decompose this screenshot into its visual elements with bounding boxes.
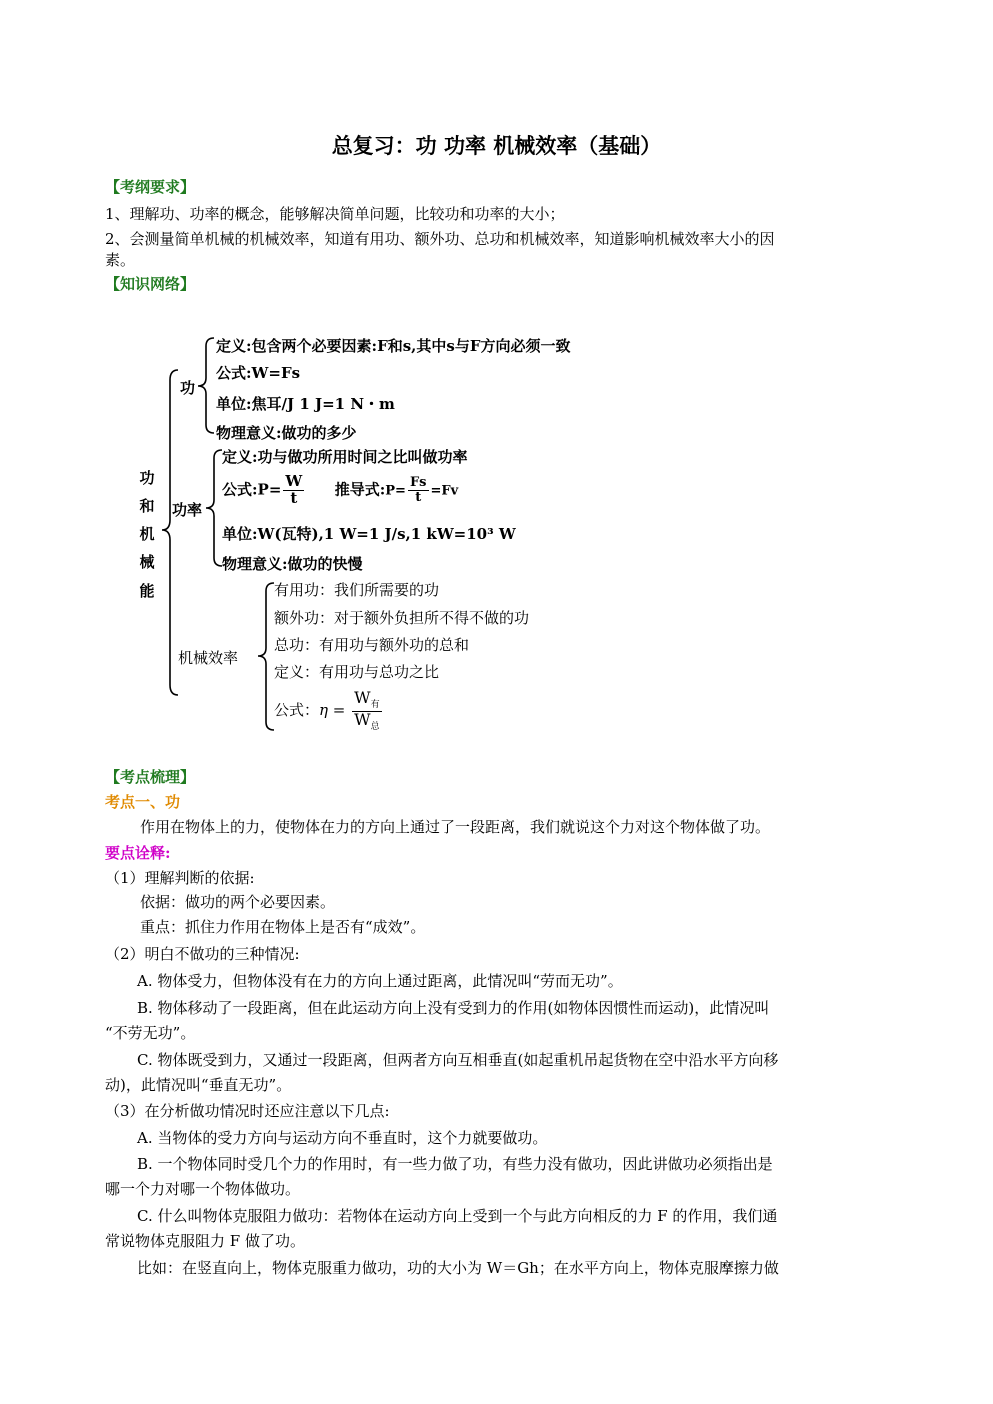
power-derived-num: Fs xyxy=(409,475,427,491)
explain-line-2: 依据：做功的两个必要因素。 xyxy=(140,893,336,911)
efficiency-num-symbol: W xyxy=(354,688,371,707)
root-char-4: 械 xyxy=(139,553,155,571)
efficiency-definition: 定义：有用功与总功之比 xyxy=(274,663,440,681)
efficiency-total: 总功：有用功与额外功的总和 xyxy=(274,636,470,654)
efficiency-fraction xyxy=(352,690,381,732)
explain-line-15: 常说物体克服阻力 F 做了功。 xyxy=(105,1232,305,1250)
explain-line-5: A. 物体受力，但物体没有在力的方向上通过距离，此情况叫“劳而无功”。 xyxy=(137,972,623,990)
explain-line-8: C. 物体既受到力，又通过一段距离，但两者方向互相垂直(如起重机吊起货物在空中沿水平方向移 xyxy=(137,1051,779,1069)
power-formula-num: W xyxy=(285,472,303,490)
power-derived-suffix: =Fv xyxy=(430,483,459,499)
points-heading: 【考点梳理】 xyxy=(105,768,196,786)
root-char-2: 和 xyxy=(139,497,155,515)
explain-line-7: “不劳无功”。 xyxy=(105,1024,196,1042)
explain-line-11: A. 当物体的受力方向与运动方向不垂直时，这个力就要做功。 xyxy=(137,1129,548,1147)
explain-line-12: B. 一个物体同时受几个力的作用时，有一些力做了功，有些力没有做功，因此讲做功必须指出是 xyxy=(137,1155,773,1173)
efficiency-extra: 额外功：对于额外负担所不得不做的功 xyxy=(274,609,530,627)
efficiency-useful: 有用功：我们所需要的功 xyxy=(274,581,440,599)
efficiency-formula xyxy=(274,690,384,732)
power-formula-fraction xyxy=(283,474,304,507)
efficiency-label: 机械效率 xyxy=(178,649,239,667)
explain-line-10: （3）在分析做功情况时还应注意以下几点: xyxy=(105,1102,390,1120)
requirements-heading: 【考纲要求】 xyxy=(105,178,196,196)
requirement-item-2: 2、会测量简单机械的机械效率，知道有用功、额外功、总功和机械效率，知道影响机械效率大小的因 xyxy=(105,230,775,248)
power-derived-p: P= xyxy=(385,483,406,499)
work-unit: 单位:焦耳/J 1 J=1 N・m xyxy=(216,395,395,413)
page-title: 总复习：功 功率 机械效率（基础） xyxy=(331,133,662,158)
power-derived-den: t xyxy=(415,489,422,505)
power-meaning: 物理意义:做功的快慢 xyxy=(222,555,363,573)
explain-line-4: （2）明白不做功的三种情况: xyxy=(105,945,300,963)
efficiency-den xyxy=(352,709,381,733)
point1-text: 作用在物体上的力，使物体在力的方向上通过了一段距离，我们就说这个力对这个物体做了功。 xyxy=(140,818,771,836)
work-meaning: 物理意义:做功的多少 xyxy=(216,424,357,442)
efficiency-formula-prefix: 公式： xyxy=(274,701,320,720)
root-char-3: 机 xyxy=(139,525,155,543)
requirement-item-1: 1、理解功、功率的概念，能够解决简单问题，比较功和功率的大小； xyxy=(105,205,565,223)
efficiency-den-sub: 总 xyxy=(370,721,380,732)
requirement-item-2-cont: 素。 xyxy=(105,251,136,269)
work-definition: 定义:包含两个必要因素:F和s,其中s与F方向必须一致 xyxy=(216,337,571,355)
point1-title: 考点一、功 xyxy=(105,793,181,811)
work-label: 功 xyxy=(180,379,196,397)
power-derived-fraction xyxy=(408,476,429,504)
explain-line-6: B. 物体移动了一段距离，但在此运动方向上没有受到力的作用(如物体因惯性而运动)，此情况叫 xyxy=(137,999,770,1017)
power-derived-prefix: 推导式: xyxy=(334,480,386,499)
root-char-1: 功 xyxy=(139,469,155,487)
explain-line-14: C. 什么叫物体克服阻力做功：若物体在运动方向上受到一个与此方向相反的力 F 的作用，我们通 xyxy=(137,1207,778,1225)
explain-title: 要点诠释: xyxy=(105,844,171,862)
explain-line-9: 动)，此情况叫“垂直无功”。 xyxy=(105,1076,292,1094)
explain-line-3: 重点：抓住力作用在物体上是否有“成效”。 xyxy=(140,918,426,936)
power-label: 功率 xyxy=(172,501,203,519)
efficiency-den-symbol: W xyxy=(354,709,371,729)
explain-line-13: 哪一个力对哪一个物体做功。 xyxy=(105,1180,301,1198)
power-definition: 定义:功与做功所用时间之比叫做功率 xyxy=(222,448,468,466)
explain-line-16: 比如：在竖直向上，物体克服重力做功，功的大小为 W＝Gh；在水平方向上，物体克服摩擦力做 xyxy=(137,1259,779,1277)
efficiency-num-sub: 有 xyxy=(370,700,380,711)
network-heading: 【知识网络】 xyxy=(105,275,196,293)
power-unit: 单位:W(瓦特),1 W=1 J/s,1 kW=10³ W xyxy=(222,525,516,543)
efficiency-eta: η = xyxy=(319,701,346,720)
efficiency-num xyxy=(352,690,381,712)
explain-line-1: （1）理解判断的依据: xyxy=(105,869,255,887)
power-formula-den: t xyxy=(290,488,298,507)
power-formula-prefix: 公式:P= xyxy=(222,480,282,499)
root-char-5: 能 xyxy=(139,582,155,600)
power-formula xyxy=(222,474,458,507)
work-formula: 公式:W=Fs xyxy=(216,364,301,382)
